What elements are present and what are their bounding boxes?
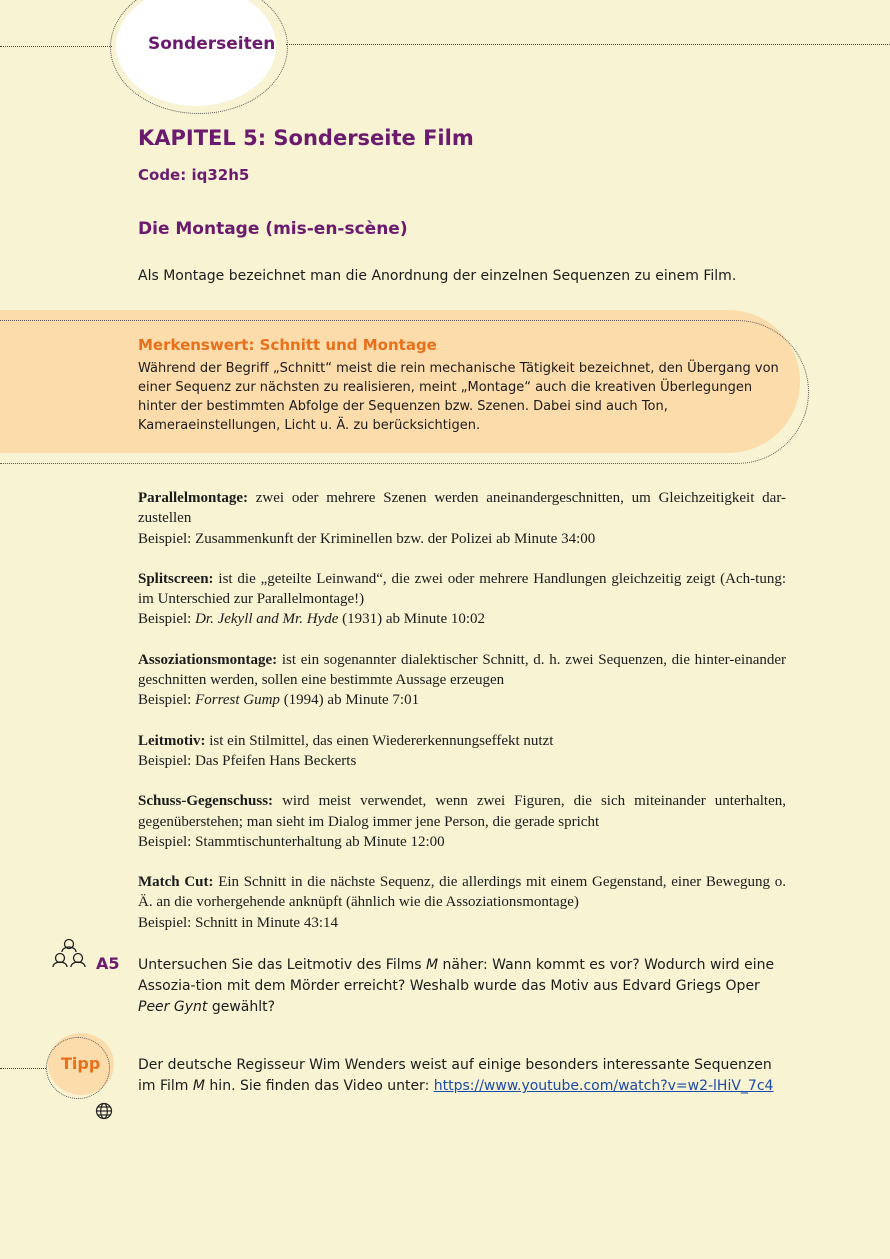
definition-term: Match Cut: [138, 874, 214, 891]
definition-example: Beispiel: Zusammenkunft der Kriminellen bzw. der Polizei ab Minute 34:00 [138, 530, 596, 547]
definition-text: ist ein Stilmittel, das einen Wiedererkennungseffekt nutzt [209, 732, 554, 749]
tipp-text: Der deutsche Regisseur Wim Wenders weist auf einige besonders interessante Sequenzen im Film M hin. Sie finden das Video unter: https://www.youtube.com/watch?v=w2-lHiV_7c4 [138, 1057, 774, 1094]
task-text: Untersuchen Sie das Leitmotiv des Films M näher: Wann kommt es vor? Wodurch wird eine Assozia-tion mit dem Mörder erreicht? Weshalb wurde das Motiv aus Edvard Griegs Oper Peer Gynt gewählt? [138, 957, 775, 1015]
definition-item [138, 650, 786, 711]
page-title: KAPITEL 5: Sonderseite Film [138, 126, 474, 150]
tipp-film-title: M [192, 1078, 205, 1094]
section-badge-label: Sonderseiten [148, 34, 276, 54]
definition-example-suffix: (1994) ab Minute 7:01 [279, 692, 420, 709]
definition-text: ist ein sogenannter dialektischer Schnitt, d. h. zwei Sequenzen, die hinter-einander geschnitten werden, sollen eine bestimmte Aussage erzeugen [138, 651, 787, 689]
definition-example: Beispiel: Das Pfeifen Hans Beckerts [138, 752, 357, 769]
definition-text: ist die „geteilte Leinwand“, die zwei oder mehrere Handlungen gleichzeitig zeigt (Ach-tung: im Unterschied zur Parallelmontage!) [138, 570, 787, 608]
definition-term: Splitscreen: [138, 570, 214, 587]
task-label: A5 [96, 954, 120, 973]
definition-example: Beispiel: [138, 692, 196, 709]
access-code: Code: iq32h5 [138, 166, 250, 184]
definition-example-suffix: (1931) ab Minute 10:02 [338, 611, 486, 628]
tipp-rule [0, 1068, 46, 1069]
video-link[interactable]: https://www.youtube.com/watch?v=w2-lHiV_7c4 [433, 1078, 774, 1094]
definition-item [138, 488, 786, 549]
definition-example: Beispiel: [138, 611, 196, 628]
definition-example-title: Forrest Gump [195, 692, 280, 709]
definition-list [138, 488, 786, 953]
intro-text: Als Montage bezeichnet man die Anordnung der einzelnen Sequenzen zu einem Film. [138, 268, 737, 284]
definition-example-title: Dr. Jekyll and Mr. Hyde [195, 611, 339, 628]
globe-web-icon [95, 1102, 113, 1120]
definition-item [138, 791, 786, 852]
definition-text: zwei oder mehrere Szenen werden aneinandergeschnitten, um Gleichzeitigkeit dar-zustellen [138, 490, 787, 527]
definition-text: wird meist verwendet, wenn zwei Figuren, die sich miteinander unterhalten, gegenüberstehen; man sieht im Dialog immer jene Person, die gerade spricht [138, 793, 787, 830]
section-heading: Die Montage (mis-en-scène) [138, 219, 408, 239]
definition-item [138, 872, 786, 933]
definition-term: Parallelmontage: [138, 490, 248, 506]
definition-term: Assoziationsmontage: [138, 651, 278, 668]
task-opera-title: Peer Gynt [138, 999, 208, 1015]
definition-example: Beispiel: Schnitt in Minute 43:14 [138, 914, 338, 931]
task-film-title: M [426, 957, 439, 973]
merkenswert-body: Während der Begriff „Schnitt“ meist die rein mechanische Tätigkeit bezeichnet, den Übergang von einer Sequenz zur nächsten zu realisieren, meint „Montage“ auch die kreativen Überlegungen hinter der bestimmten Abfolge der Sequenzen bzw. Szenen. Dabei sind auch Ton, Kameraeinstellungen, Licht u. Ä. zu berücksichtigen. [138, 361, 779, 433]
definition-text: Ein Schnitt in die nächste Sequenz, die allerdings mit einem Gegenstand, einer Bewegung o. Ä. an die vorhergehende anknüpft (ähnlich wie die Assoziationsmontage) [138, 874, 786, 911]
header-rule-left [0, 46, 112, 47]
definition-example: Beispiel: Stammtischunterhaltung ab Minute 12:00 [138, 833, 445, 850]
merkenswert-title: Merkenswert: Schnitt und Montage [138, 336, 437, 354]
tipp-label: Tipp [61, 1054, 101, 1073]
group-work-icon [52, 937, 86, 971]
header-rule-right [286, 44, 890, 45]
definition-item [138, 569, 786, 630]
definition-term: Leitmotiv: [138, 732, 206, 749]
definition-item [138, 731, 786, 772]
definition-term: Schuss-Gegenschuss: [138, 793, 274, 810]
